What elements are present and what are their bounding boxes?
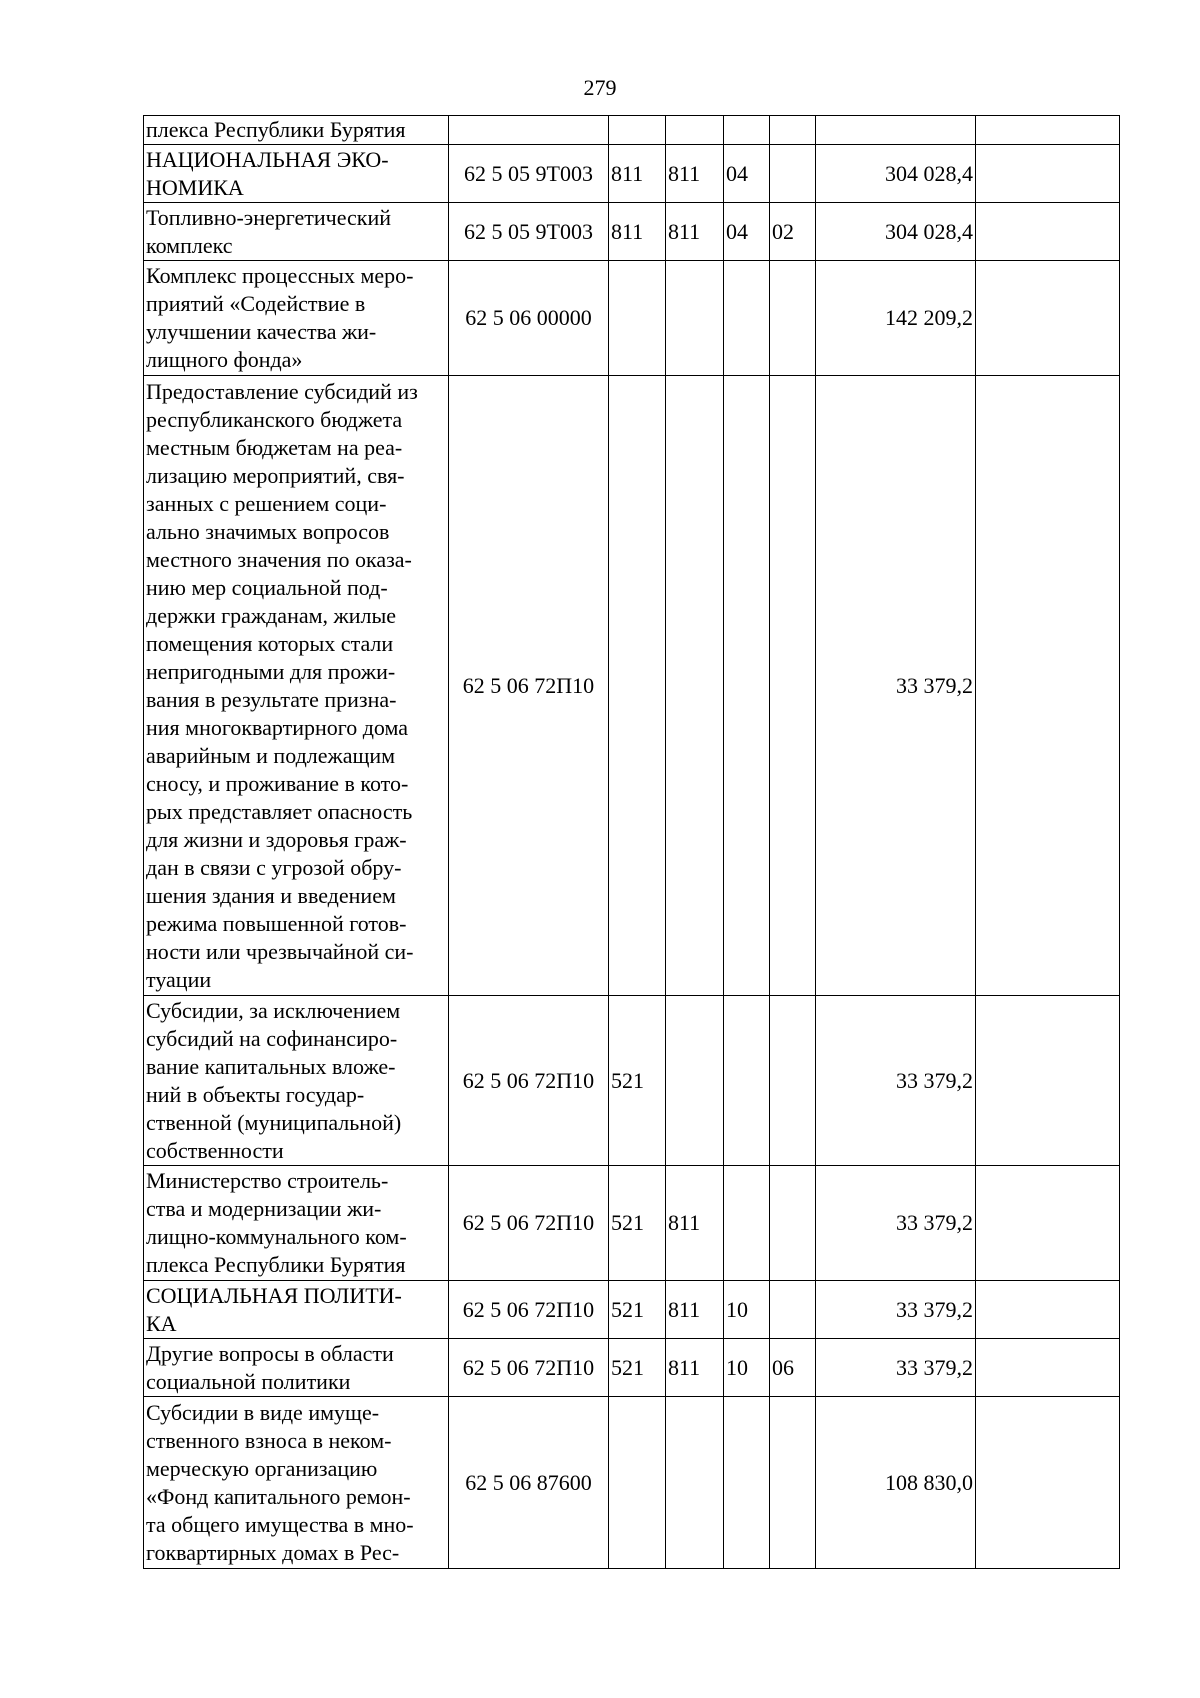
- expense-type-cell: 811: [609, 203, 666, 261]
- item-name-line: ственной (муниципальной): [146, 1109, 402, 1135]
- amount-cell: [816, 116, 976, 145]
- item-name-line: ально значимых вопросов: [146, 518, 390, 544]
- item-name-cell: [144, 203, 449, 261]
- item-name-cell: [144, 996, 449, 1166]
- expense-type-cell: 521: [609, 996, 666, 1166]
- extra-cell: [976, 1339, 1120, 1397]
- subsection-cell: [770, 145, 816, 203]
- amount-cell: 304 028,4: [816, 203, 976, 261]
- item-name-line: Предоставление субсидий из: [146, 378, 418, 404]
- item-name-line: комплекс: [146, 232, 233, 258]
- item-name-line: НАЦИОНАЛЬНАЯ ЭКО-: [146, 146, 389, 172]
- item-name-line: вания в результате призна-: [146, 686, 397, 712]
- administrator-code-cell: [666, 1397, 724, 1569]
- expense-type-cell: [609, 376, 666, 996]
- item-name-line: плекса Республики Бурятия: [146, 117, 406, 142]
- item-name-line: КА: [146, 1310, 177, 1336]
- expense-type-cell: [609, 1397, 666, 1569]
- subsection-cell: [770, 996, 816, 1166]
- subsection-cell: [770, 1166, 816, 1281]
- table-row: [144, 261, 1120, 376]
- item-name-line: гоквартирных домах в Рес-: [146, 1539, 400, 1565]
- item-name-line: туации: [146, 966, 212, 992]
- amount-cell: 33 379,2: [816, 1281, 976, 1339]
- item-name-line: субсидий на софинансиро-: [146, 1025, 398, 1051]
- expense-type-cell: 811: [609, 145, 666, 203]
- subsection-cell: [770, 1397, 816, 1569]
- item-name-line: местного значения по оказа-: [146, 546, 412, 572]
- subsection-cell: [770, 116, 816, 145]
- item-name-line: помещения которых стали: [146, 630, 394, 656]
- expense-type-cell: [609, 261, 666, 376]
- expense-type-cell: 521: [609, 1281, 666, 1339]
- program-code-cell: 62 5 06 72П10: [449, 1339, 609, 1397]
- table-row: [144, 1397, 1120, 1569]
- item-name-line: для жизни и здоровья граж-: [146, 826, 407, 852]
- section-cell: [724, 996, 770, 1166]
- table-row: [144, 996, 1120, 1166]
- amount-cell: 304 028,4: [816, 145, 976, 203]
- item-name-line: занных с решением соци-: [146, 490, 387, 516]
- administrator-code-cell: [666, 996, 724, 1166]
- expense-type-cell: 521: [609, 1339, 666, 1397]
- extra-cell: [976, 145, 1120, 203]
- item-name-cell: [144, 1339, 449, 1397]
- subsection-cell: 06: [770, 1339, 816, 1397]
- program-code-cell: [449, 116, 609, 145]
- item-name-line: сносу, и проживание в кото-: [146, 770, 409, 796]
- item-name-line: ства и модернизации жи-: [146, 1196, 382, 1221]
- item-name-line: Субсидии в виде имуще-: [146, 1399, 380, 1425]
- item-name-line: мерческую организацию: [146, 1455, 378, 1481]
- item-name-line: непригодными для прожи-: [146, 658, 396, 684]
- item-name-cell: [144, 1397, 449, 1569]
- item-name-line: местным бюджетам на реа-: [146, 434, 403, 460]
- item-name-line: НОМИКА: [146, 174, 244, 200]
- table-row: [144, 116, 1120, 145]
- budget-table: [143, 115, 1120, 1569]
- page-number: 279: [583, 75, 617, 100]
- section-cell: [724, 1166, 770, 1281]
- administrator-code-cell: [666, 116, 724, 145]
- program-code-cell: 62 5 06 72П10: [449, 1166, 609, 1281]
- item-name-cell: [144, 376, 449, 996]
- extra-cell: [976, 1397, 1120, 1569]
- administrator-code-cell: [666, 376, 724, 996]
- section-cell: 10: [724, 1339, 770, 1397]
- item-name-line: ний в объекты государ-: [146, 1081, 365, 1107]
- program-code-cell: 62 5 06 00000: [449, 261, 609, 376]
- subsection-cell: [770, 261, 816, 376]
- item-name-line: лищного фонда»: [146, 347, 303, 372]
- item-name-line: дан в связи с угрозой обру-: [146, 854, 402, 880]
- extra-cell: [976, 1166, 1120, 1281]
- table-row: [144, 145, 1120, 203]
- section-cell: 04: [724, 145, 770, 203]
- extra-cell: [976, 116, 1120, 145]
- section-cell: [724, 376, 770, 996]
- item-name-line: Другие вопросы в области: [146, 1340, 394, 1366]
- item-name-line: плекса Республики Бурятия: [146, 1252, 406, 1277]
- extra-cell: [976, 203, 1120, 261]
- section-cell: [724, 116, 770, 145]
- table-body: [144, 116, 1120, 1569]
- item-name-line: лищно-коммунального ком-: [146, 1224, 407, 1249]
- program-code-cell: 62 5 05 9Т003: [449, 203, 609, 261]
- section-cell: [724, 1397, 770, 1569]
- administrator-code-cell: 811: [666, 203, 724, 261]
- item-name-cell: [144, 1281, 449, 1339]
- item-name-line: та общего имущества в мно-: [146, 1511, 414, 1537]
- item-name-line: вание капитальных вложе-: [146, 1053, 396, 1079]
- amount-cell: 108 830,0: [816, 1397, 976, 1569]
- item-name-cell: [144, 261, 449, 376]
- table-row: [144, 376, 1120, 996]
- item-name-line: рых представляет опасность: [146, 798, 413, 824]
- item-name-cell: [144, 1166, 449, 1281]
- item-name-line: нию мер социальной под-: [146, 574, 388, 600]
- item-name-line: держки гражданам, жилые: [146, 602, 397, 628]
- program-code-cell: 62 5 05 9Т003: [449, 145, 609, 203]
- item-name-line: приятий «Содействие в: [146, 291, 366, 316]
- amount-cell: 33 379,2: [816, 1166, 976, 1281]
- extra-cell: [976, 1281, 1120, 1339]
- item-name-line: лизацию мероприятий, свя-: [146, 462, 405, 488]
- item-name-line: ния многоквартирного дома: [146, 714, 409, 740]
- expense-type-cell: 521: [609, 1166, 666, 1281]
- extra-cell: [976, 376, 1120, 996]
- item-name-line: республиканского бюджета: [146, 406, 403, 432]
- program-code-cell: 62 5 06 72П10: [449, 996, 609, 1166]
- amount-cell: 142 209,2: [816, 261, 976, 376]
- item-name-line: ности или чрезвычайной си-: [146, 938, 414, 964]
- item-name-line: Комплекс процессных меро-: [146, 263, 414, 288]
- subsection-cell: [770, 1281, 816, 1339]
- amount-cell: 33 379,2: [816, 1339, 976, 1397]
- section-cell: 10: [724, 1281, 770, 1339]
- item-name-line: СОЦИАЛЬНАЯ ПОЛИТИ-: [146, 1282, 402, 1308]
- table-row: [144, 1166, 1120, 1281]
- item-name-cell: [144, 145, 449, 203]
- administrator-code-cell: 811: [666, 1339, 724, 1397]
- program-code-cell: 62 5 06 72П10: [449, 376, 609, 996]
- item-name-cell: [144, 116, 449, 145]
- item-name-line: социальной политики: [146, 1368, 351, 1394]
- item-name-line: улучшении качества жи-: [146, 319, 377, 344]
- program-code-cell: 62 5 06 87600: [449, 1397, 609, 1569]
- amount-cell: 33 379,2: [816, 376, 976, 996]
- table-row: [144, 1281, 1120, 1339]
- item-name-line: шения здания и введением: [146, 882, 396, 908]
- section-cell: [724, 261, 770, 376]
- expense-type-cell: [609, 116, 666, 145]
- program-code-cell: 62 5 06 72П10: [449, 1281, 609, 1339]
- item-name-line: ственного взноса в неком-: [146, 1427, 392, 1453]
- extra-cell: [976, 261, 1120, 376]
- item-name-line: аварийным и подлежащим: [146, 742, 396, 768]
- table-row: [144, 1339, 1120, 1397]
- subsection-cell: 02: [770, 203, 816, 261]
- extra-cell: [976, 996, 1120, 1166]
- item-name-line: Министерство строитель-: [146, 1168, 389, 1193]
- item-name-line: режима повышенной готов-: [146, 910, 407, 936]
- amount-cell: 33 379,2: [816, 996, 976, 1166]
- administrator-code-cell: 811: [666, 1166, 724, 1281]
- section-cell: 04: [724, 203, 770, 261]
- table-row: [144, 203, 1120, 261]
- administrator-code-cell: 811: [666, 1281, 724, 1339]
- subsection-cell: [770, 376, 816, 996]
- item-name-line: «Фонд капитального ремон-: [146, 1483, 411, 1509]
- item-name-line: собственности: [146, 1137, 284, 1163]
- item-name-line: Субсидии, за исключением: [146, 997, 401, 1023]
- administrator-code-cell: [666, 261, 724, 376]
- item-name-line: Топливно-энергетический: [146, 204, 392, 230]
- administrator-code-cell: 811: [666, 145, 724, 203]
